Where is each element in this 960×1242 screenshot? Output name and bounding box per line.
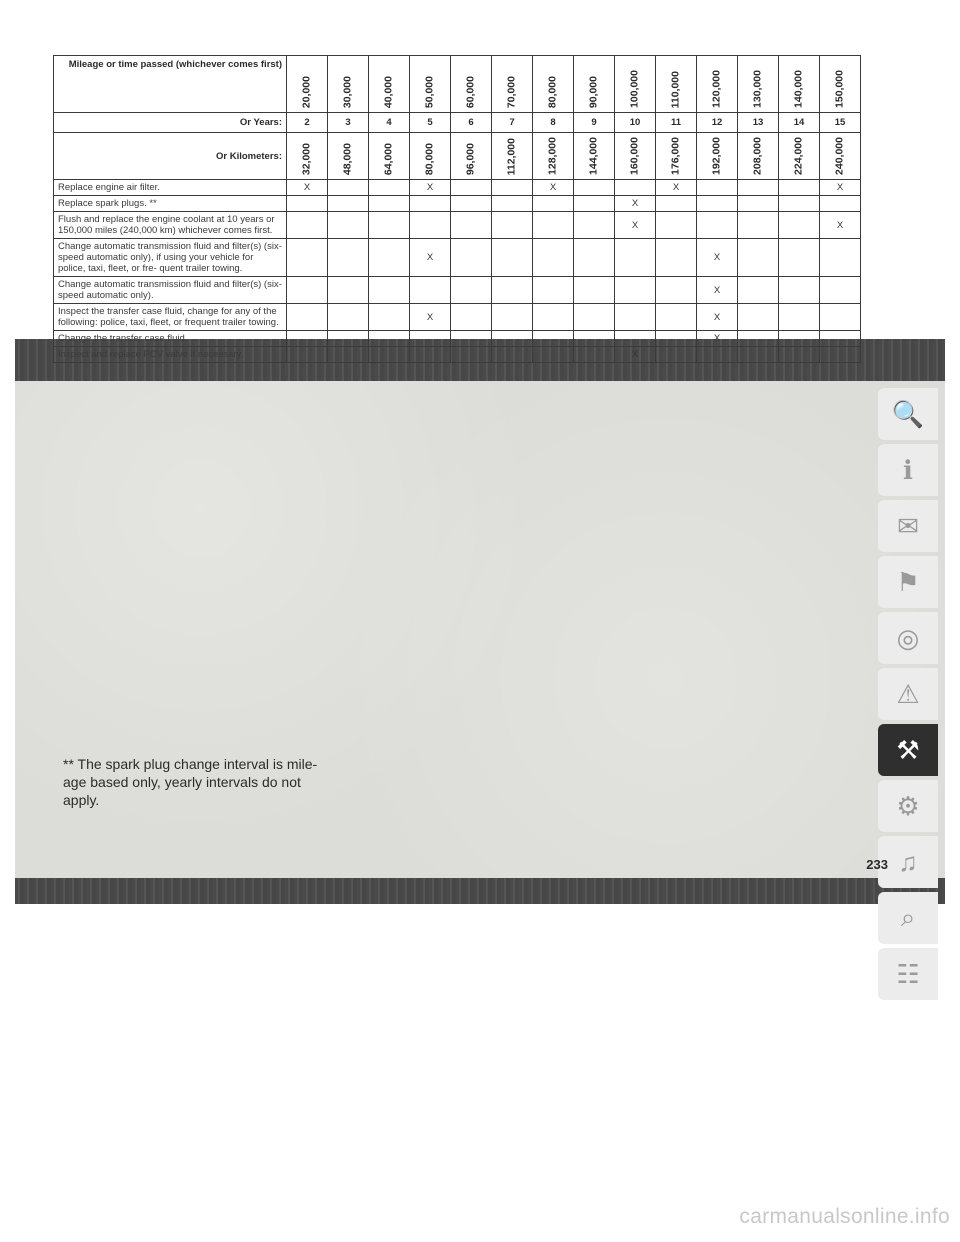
service-mark: [287, 277, 328, 304]
kilometers-value: 176,000: [669, 137, 682, 175]
service-mark: [697, 347, 738, 363]
mileage-value: 60,000: [464, 75, 477, 108]
mileage-value: 80,000: [546, 75, 559, 108]
task-description: Replace spark plugs. **: [54, 196, 287, 212]
service-mark: [779, 196, 820, 212]
page-number: 233: [866, 857, 888, 872]
service-mark: [820, 196, 861, 212]
watermark: carmanualsonline.info: [739, 1205, 950, 1228]
service-mark: [615, 239, 656, 277]
mileage-value: 150,000: [833, 70, 846, 108]
mileage-cell: [738, 56, 779, 113]
service-mark: X: [697, 331, 738, 347]
year-value: 6: [451, 113, 492, 133]
service-mark: [697, 196, 738, 212]
service-mark: [328, 212, 369, 239]
mileage-cell: [574, 56, 615, 113]
service-mark: [287, 196, 328, 212]
service-mark: [820, 239, 861, 277]
mileage-cell: [820, 56, 861, 113]
mileage-cell: [697, 56, 738, 113]
kilometers-cell: [738, 133, 779, 180]
mileage-value: 40,000: [382, 75, 395, 108]
table-row: [54, 331, 861, 347]
service-mark: [492, 277, 533, 304]
mileage-value: 120,000: [710, 70, 723, 108]
year-value: 10: [615, 113, 656, 133]
car-wrench-icon: ⚒: [896, 734, 920, 765]
chapter-tab[interactable]: [878, 500, 938, 552]
service-mark: X: [410, 180, 451, 196]
table-row: [54, 212, 861, 239]
year-value: 11: [656, 113, 697, 133]
service-mark: [656, 196, 697, 212]
service-mark: [369, 239, 410, 277]
warning-light-mail-icon: ✉: [897, 510, 919, 541]
task-description: Flush and replace the engine coolant at 10 years or 150,000 miles (240,000 km) whichever comes first.: [54, 212, 287, 239]
service-mark: [287, 212, 328, 239]
mileage-value: 90,000: [587, 75, 600, 108]
kilometers-value: 32,000: [300, 142, 313, 175]
mileage-value: 50,000: [423, 75, 436, 108]
service-mark: [369, 180, 410, 196]
service-mark: [410, 331, 451, 347]
service-mark: X: [820, 212, 861, 239]
table-row: [54, 277, 861, 304]
mileage-cell: [287, 56, 328, 113]
service-mark: [451, 196, 492, 212]
kilometers-value: 192,000: [710, 137, 723, 175]
service-mark: [410, 277, 451, 304]
car-magnifier-icon: 🔍: [891, 398, 925, 429]
service-mark: [615, 304, 656, 331]
chapter-tab[interactable]: [878, 444, 938, 496]
years-label: Or Years:: [54, 113, 287, 133]
service-mark: [574, 196, 615, 212]
service-mark: [697, 180, 738, 196]
kilometers-cell: [410, 133, 451, 180]
service-mark: X: [287, 180, 328, 196]
table-row: [54, 180, 861, 196]
year-value: 4: [369, 113, 410, 133]
road-warning-icon: ⚠: [896, 678, 920, 709]
kilometers-label: Or Kilometers:: [54, 133, 287, 180]
year-value: 3: [328, 113, 369, 133]
mileage-value: 130,000: [751, 70, 764, 108]
service-mark: [451, 347, 492, 363]
chapter-tab[interactable]: [878, 948, 938, 1000]
year-value: 7: [492, 113, 533, 133]
year-value: 12: [697, 113, 738, 133]
manual-page: [15, 339, 945, 904]
kilometers-value: 144,000: [587, 137, 600, 175]
service-mark: [574, 180, 615, 196]
chapter-tabs: [878, 388, 938, 1004]
service-mark: [451, 331, 492, 347]
service-mark: X: [410, 239, 451, 277]
kilometers-cell: [451, 133, 492, 180]
service-mark: [615, 277, 656, 304]
task-description: Change automatic transmission fluid and filter(s) (six-speed automatic only).: [54, 277, 287, 304]
service-mark: X: [697, 304, 738, 331]
service-mark: [369, 212, 410, 239]
service-mark: [369, 331, 410, 347]
service-mark: [287, 304, 328, 331]
spark-plug-footnote: ** The spark plug change interval is mile- age based only, yearly intervals do not apply.: [63, 756, 318, 808]
table-row: [54, 347, 861, 363]
service-mark: [779, 180, 820, 196]
kilometers-cell: [287, 133, 328, 180]
service-mark: X: [820, 180, 861, 196]
service-mark: X: [697, 239, 738, 277]
year-value: 15: [820, 113, 861, 133]
service-mark: [820, 304, 861, 331]
task-description: Inspect and replace PCV valve if necessary.: [54, 347, 287, 363]
service-mark: [533, 196, 574, 212]
service-mark: [656, 277, 697, 304]
year-value: 14: [779, 113, 820, 133]
service-mark: [451, 304, 492, 331]
service-mark: [738, 304, 779, 331]
kilometers-cell: [697, 133, 738, 180]
service-mark: [738, 212, 779, 239]
service-mark: X: [697, 277, 738, 304]
service-mark: [738, 277, 779, 304]
service-mark: [328, 304, 369, 331]
service-mark: [615, 180, 656, 196]
service-mark: [533, 331, 574, 347]
service-mark: [820, 277, 861, 304]
bottom-texture-band: [15, 878, 945, 904]
service-mark: [820, 331, 861, 347]
year-value: 8: [533, 113, 574, 133]
chapter-tab[interactable]: [878, 668, 938, 720]
year-value: 5: [410, 113, 451, 133]
service-mark: [492, 239, 533, 277]
service-mark: [369, 347, 410, 363]
task-description: Replace engine air filter.: [54, 180, 287, 196]
service-mark: [738, 331, 779, 347]
service-mark: [820, 347, 861, 363]
mileage-cell: [492, 56, 533, 113]
mileage-value: 30,000: [341, 75, 354, 108]
chapter-tab[interactable]: [878, 724, 938, 776]
mileage-cell: [451, 56, 492, 113]
list-gear-icon: ⚙: [896, 790, 920, 821]
service-mark: [287, 239, 328, 277]
service-mark: [574, 304, 615, 331]
service-mark: [328, 277, 369, 304]
service-mark: [410, 196, 451, 212]
chapter-tab[interactable]: [878, 556, 938, 608]
chapter-tab[interactable]: [878, 612, 938, 664]
kilometers-value: 80,000: [423, 142, 436, 175]
service-mark: [656, 212, 697, 239]
kilometers-cell: [820, 133, 861, 180]
service-mark: [328, 180, 369, 196]
year-value: 2: [287, 113, 328, 133]
service-mark: [492, 212, 533, 239]
service-mark: [533, 239, 574, 277]
service-mark: [779, 347, 820, 363]
mileage-cell: [656, 56, 697, 113]
service-mark: [492, 196, 533, 212]
service-mark: [287, 331, 328, 347]
car-info-icon: ℹ: [903, 454, 913, 485]
kilometers-cell: [656, 133, 697, 180]
year-value: 9: [574, 113, 615, 133]
kilometers-value: 160,000: [628, 137, 641, 175]
mileage-cell: [615, 56, 656, 113]
service-mark: [697, 212, 738, 239]
service-mark: [574, 212, 615, 239]
service-mark: [328, 347, 369, 363]
maintenance-schedule-table: [53, 55, 861, 363]
mileage-cell: [410, 56, 451, 113]
kilometers-value: 48,000: [341, 142, 354, 175]
service-mark: [287, 347, 328, 363]
kilometers-cell: [369, 133, 410, 180]
service-mark: X: [615, 347, 656, 363]
service-mark: [451, 212, 492, 239]
service-mark: X: [410, 304, 451, 331]
service-mark: [779, 304, 820, 331]
mileage-value: 140,000: [792, 70, 805, 108]
service-mark: [369, 196, 410, 212]
table-row: [54, 304, 861, 331]
table-row: [54, 196, 861, 212]
chapter-tab[interactable]: [878, 780, 938, 832]
service-mark: X: [615, 196, 656, 212]
service-mark: [738, 239, 779, 277]
kilometers-value: 240,000: [833, 137, 846, 175]
service-mark: [328, 239, 369, 277]
mileage-value: 100,000: [628, 70, 641, 108]
mileage-value: 70,000: [505, 75, 518, 108]
task-description: Inspect the transfer case fluid, change for any of the following: police, taxi, fleet, or frequent trailer towing.: [54, 304, 287, 331]
table-row: [54, 239, 861, 277]
search-icon: ⌕: [900, 902, 916, 932]
service-mark: [656, 239, 697, 277]
mileage-header-row: [54, 56, 861, 113]
service-mark: [656, 331, 697, 347]
service-mark: [492, 180, 533, 196]
kilometers-value: 128,000: [546, 137, 559, 175]
service-mark: [369, 277, 410, 304]
year-value: 13: [738, 113, 779, 133]
service-mark: X: [533, 180, 574, 196]
service-mark: [656, 304, 697, 331]
kilometers-value: 64,000: [382, 142, 395, 175]
service-mark: [738, 196, 779, 212]
service-mark: [451, 239, 492, 277]
years-row: [54, 113, 861, 133]
service-mark: [738, 347, 779, 363]
service-mark: [779, 212, 820, 239]
service-mark: [779, 277, 820, 304]
service-mark: [410, 347, 451, 363]
chapter-tab[interactable]: [878, 388, 938, 440]
service-mark: [533, 304, 574, 331]
kilometers-cell: [492, 133, 533, 180]
service-mark: [533, 212, 574, 239]
service-mark: [451, 277, 492, 304]
kilometers-cell: [533, 133, 574, 180]
service-mark: [451, 180, 492, 196]
chapter-tab[interactable]: [878, 892, 938, 944]
service-mark: [574, 239, 615, 277]
task-description: Change the transfer case fluid.: [54, 331, 287, 347]
service-mark: [779, 331, 820, 347]
mileage-header-label: Mileage or time passed (whichever comes first): [54, 56, 287, 113]
service-mark: [779, 239, 820, 277]
mileage-cell: [533, 56, 574, 113]
kilometers-cell: [574, 133, 615, 180]
service-mark: [369, 304, 410, 331]
service-mark: [492, 347, 533, 363]
task-description: Change automatic transmission fluid and filter(s) (six-speed automatic only), if using your vehicle for police, taxi, fleet, or fre- quent trailer towing.: [54, 239, 287, 277]
seat-airbag-icon: ⚑: [896, 566, 920, 597]
service-mark: [574, 347, 615, 363]
mileage-cell: [328, 56, 369, 113]
kilometers-cell: [779, 133, 820, 180]
kilometers-value: 224,000: [792, 137, 805, 175]
service-mark: X: [615, 212, 656, 239]
service-mark: [738, 180, 779, 196]
steering-wheel-icon: ◎: [896, 622, 920, 653]
service-mark: [574, 331, 615, 347]
kilometers-value: 112,000: [505, 137, 518, 175]
service-mark: [574, 277, 615, 304]
service-mark: [533, 347, 574, 363]
service-mark: [533, 277, 574, 304]
service-mark: [492, 304, 533, 331]
service-mark: [410, 212, 451, 239]
service-mark: [656, 347, 697, 363]
mileage-value: 110,000: [669, 70, 682, 108]
kilometers-value: 208,000: [751, 137, 764, 175]
kilometers-cell: [328, 133, 369, 180]
service-mark: X: [656, 180, 697, 196]
service-mark: [492, 331, 533, 347]
mileage-cell: [369, 56, 410, 113]
mileage-value: 20,000: [300, 75, 313, 108]
alphabet-index-icon: ☷: [896, 958, 920, 989]
service-mark: [328, 196, 369, 212]
service-mark: [328, 331, 369, 347]
kilometers-value: 96,000: [464, 142, 477, 175]
music-navigation-icon: ♫: [898, 846, 918, 877]
kilometers-cell: [615, 133, 656, 180]
service-mark: [615, 331, 656, 347]
kilometers-row: [54, 133, 861, 180]
mileage-cell: [779, 56, 820, 113]
